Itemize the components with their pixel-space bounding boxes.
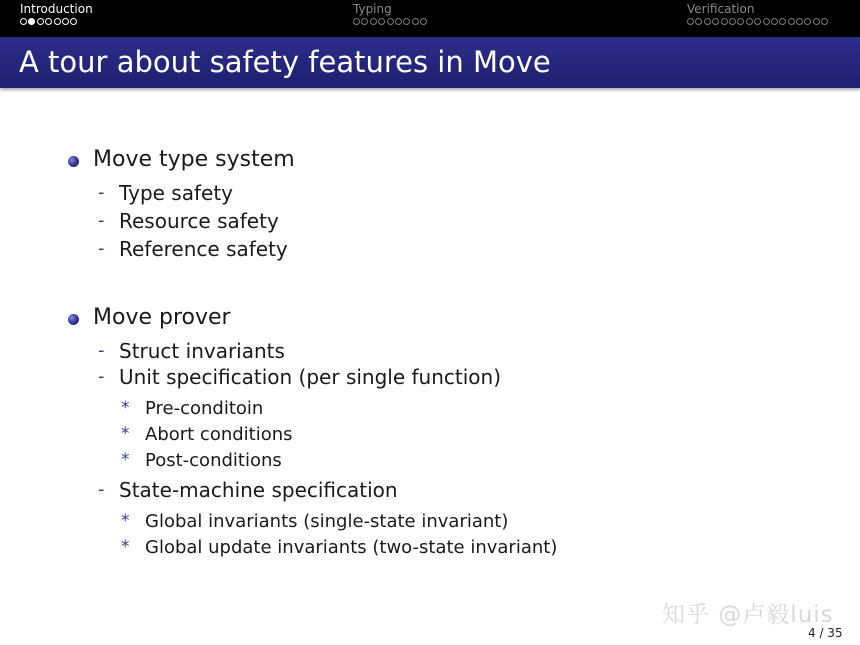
dash-marker: - xyxy=(98,479,105,500)
dash-marker: - xyxy=(98,238,105,259)
nav-slide-dot[interactable] xyxy=(378,18,385,25)
page-title: A tour about safety features in Move xyxy=(19,45,551,79)
dash-marker: - xyxy=(98,210,105,231)
page-number: 4 / 35 xyxy=(808,626,843,640)
nav-slide-dot[interactable] xyxy=(420,18,427,25)
sub-sub-item: Pre-conditoin xyxy=(145,398,264,419)
sub-item: Struct invariants xyxy=(119,339,285,363)
nav-progress-dots xyxy=(353,18,429,28)
nav-section-title: Introduction xyxy=(20,2,93,16)
nav-slide-dot[interactable] xyxy=(721,18,728,25)
nav-slide-dot[interactable] xyxy=(729,18,736,25)
nav-slide-dot[interactable] xyxy=(788,18,795,25)
nav-slide-dot[interactable] xyxy=(687,18,694,25)
nav-slide-dot[interactable] xyxy=(62,18,69,25)
nav-slide-dot[interactable] xyxy=(412,18,419,25)
nav-section-verification[interactable] xyxy=(687,2,830,28)
bullet-item: Move prover xyxy=(93,305,231,330)
nav-slide-dot[interactable] xyxy=(754,18,761,25)
watermark: 知乎 @卢毅luis xyxy=(662,602,834,628)
sub-sub-item: Abort conditions xyxy=(145,424,293,445)
nav-section-title: Typing xyxy=(353,2,392,16)
nav-slide-dot[interactable] xyxy=(37,18,44,25)
navigation-bar xyxy=(0,0,860,37)
nav-slide-dot[interactable] xyxy=(712,18,719,25)
star-marker: * xyxy=(121,537,130,557)
nav-slide-dot[interactable] xyxy=(54,18,61,25)
star-marker: * xyxy=(121,398,130,418)
sub-item: Reference safety xyxy=(119,237,288,261)
nav-slide-dot[interactable] xyxy=(28,18,35,25)
nav-slide-dot[interactable] xyxy=(796,18,803,25)
nav-progress-dots xyxy=(687,18,830,28)
nav-slide-dot[interactable] xyxy=(695,18,702,25)
nav-slide-dot[interactable] xyxy=(387,18,394,25)
sub-sub-item: Global update invariants (two-state invariant) xyxy=(145,537,558,558)
nav-slide-dot[interactable] xyxy=(704,18,711,25)
nav-slide-dot[interactable] xyxy=(395,18,402,25)
nav-slide-dot[interactable] xyxy=(746,18,753,25)
bullet-ball-icon xyxy=(68,156,79,167)
nav-slide-dot[interactable] xyxy=(821,18,828,25)
dash-marker: - xyxy=(98,366,105,387)
nav-section-typing[interactable] xyxy=(353,2,429,28)
nav-slide-dot[interactable] xyxy=(779,18,786,25)
nav-slide-dot[interactable] xyxy=(403,18,410,25)
nav-slide-dot[interactable] xyxy=(353,18,360,25)
nav-slide-dot[interactable] xyxy=(737,18,744,25)
bullet-ball-icon xyxy=(68,314,79,325)
sub-item: Resource safety xyxy=(119,209,279,233)
star-marker: * xyxy=(121,424,130,444)
nav-slide-dot[interactable] xyxy=(370,18,377,25)
dash-marker: - xyxy=(98,182,105,203)
nav-progress-dots xyxy=(20,18,93,28)
nav-slide-dot[interactable] xyxy=(804,18,811,25)
sub-item: State-machine specification xyxy=(119,478,398,502)
bullet-item: Move type system xyxy=(93,147,295,172)
frame-title-bar xyxy=(0,37,860,88)
nav-slide-dot[interactable] xyxy=(813,18,820,25)
dash-marker: - xyxy=(98,340,105,361)
sub-sub-item: Post-conditions xyxy=(145,450,282,471)
nav-slide-dot[interactable] xyxy=(771,18,778,25)
star-marker: * xyxy=(121,450,130,470)
nav-slide-dot[interactable] xyxy=(45,18,52,25)
nav-section-title: Verification xyxy=(687,2,755,16)
sub-item: Unit specification (per single function) xyxy=(119,365,502,389)
nav-slide-dot[interactable] xyxy=(70,18,77,25)
sub-item: Type safety xyxy=(119,181,233,205)
nav-slide-dot[interactable] xyxy=(20,18,27,25)
nav-section-introduction[interactable] xyxy=(20,2,93,28)
star-marker: * xyxy=(121,511,130,531)
nav-slide-dot[interactable] xyxy=(763,18,770,25)
nav-slide-dot[interactable] xyxy=(361,18,368,25)
sub-sub-item: Global invariants (single-state invariant) xyxy=(145,511,509,532)
